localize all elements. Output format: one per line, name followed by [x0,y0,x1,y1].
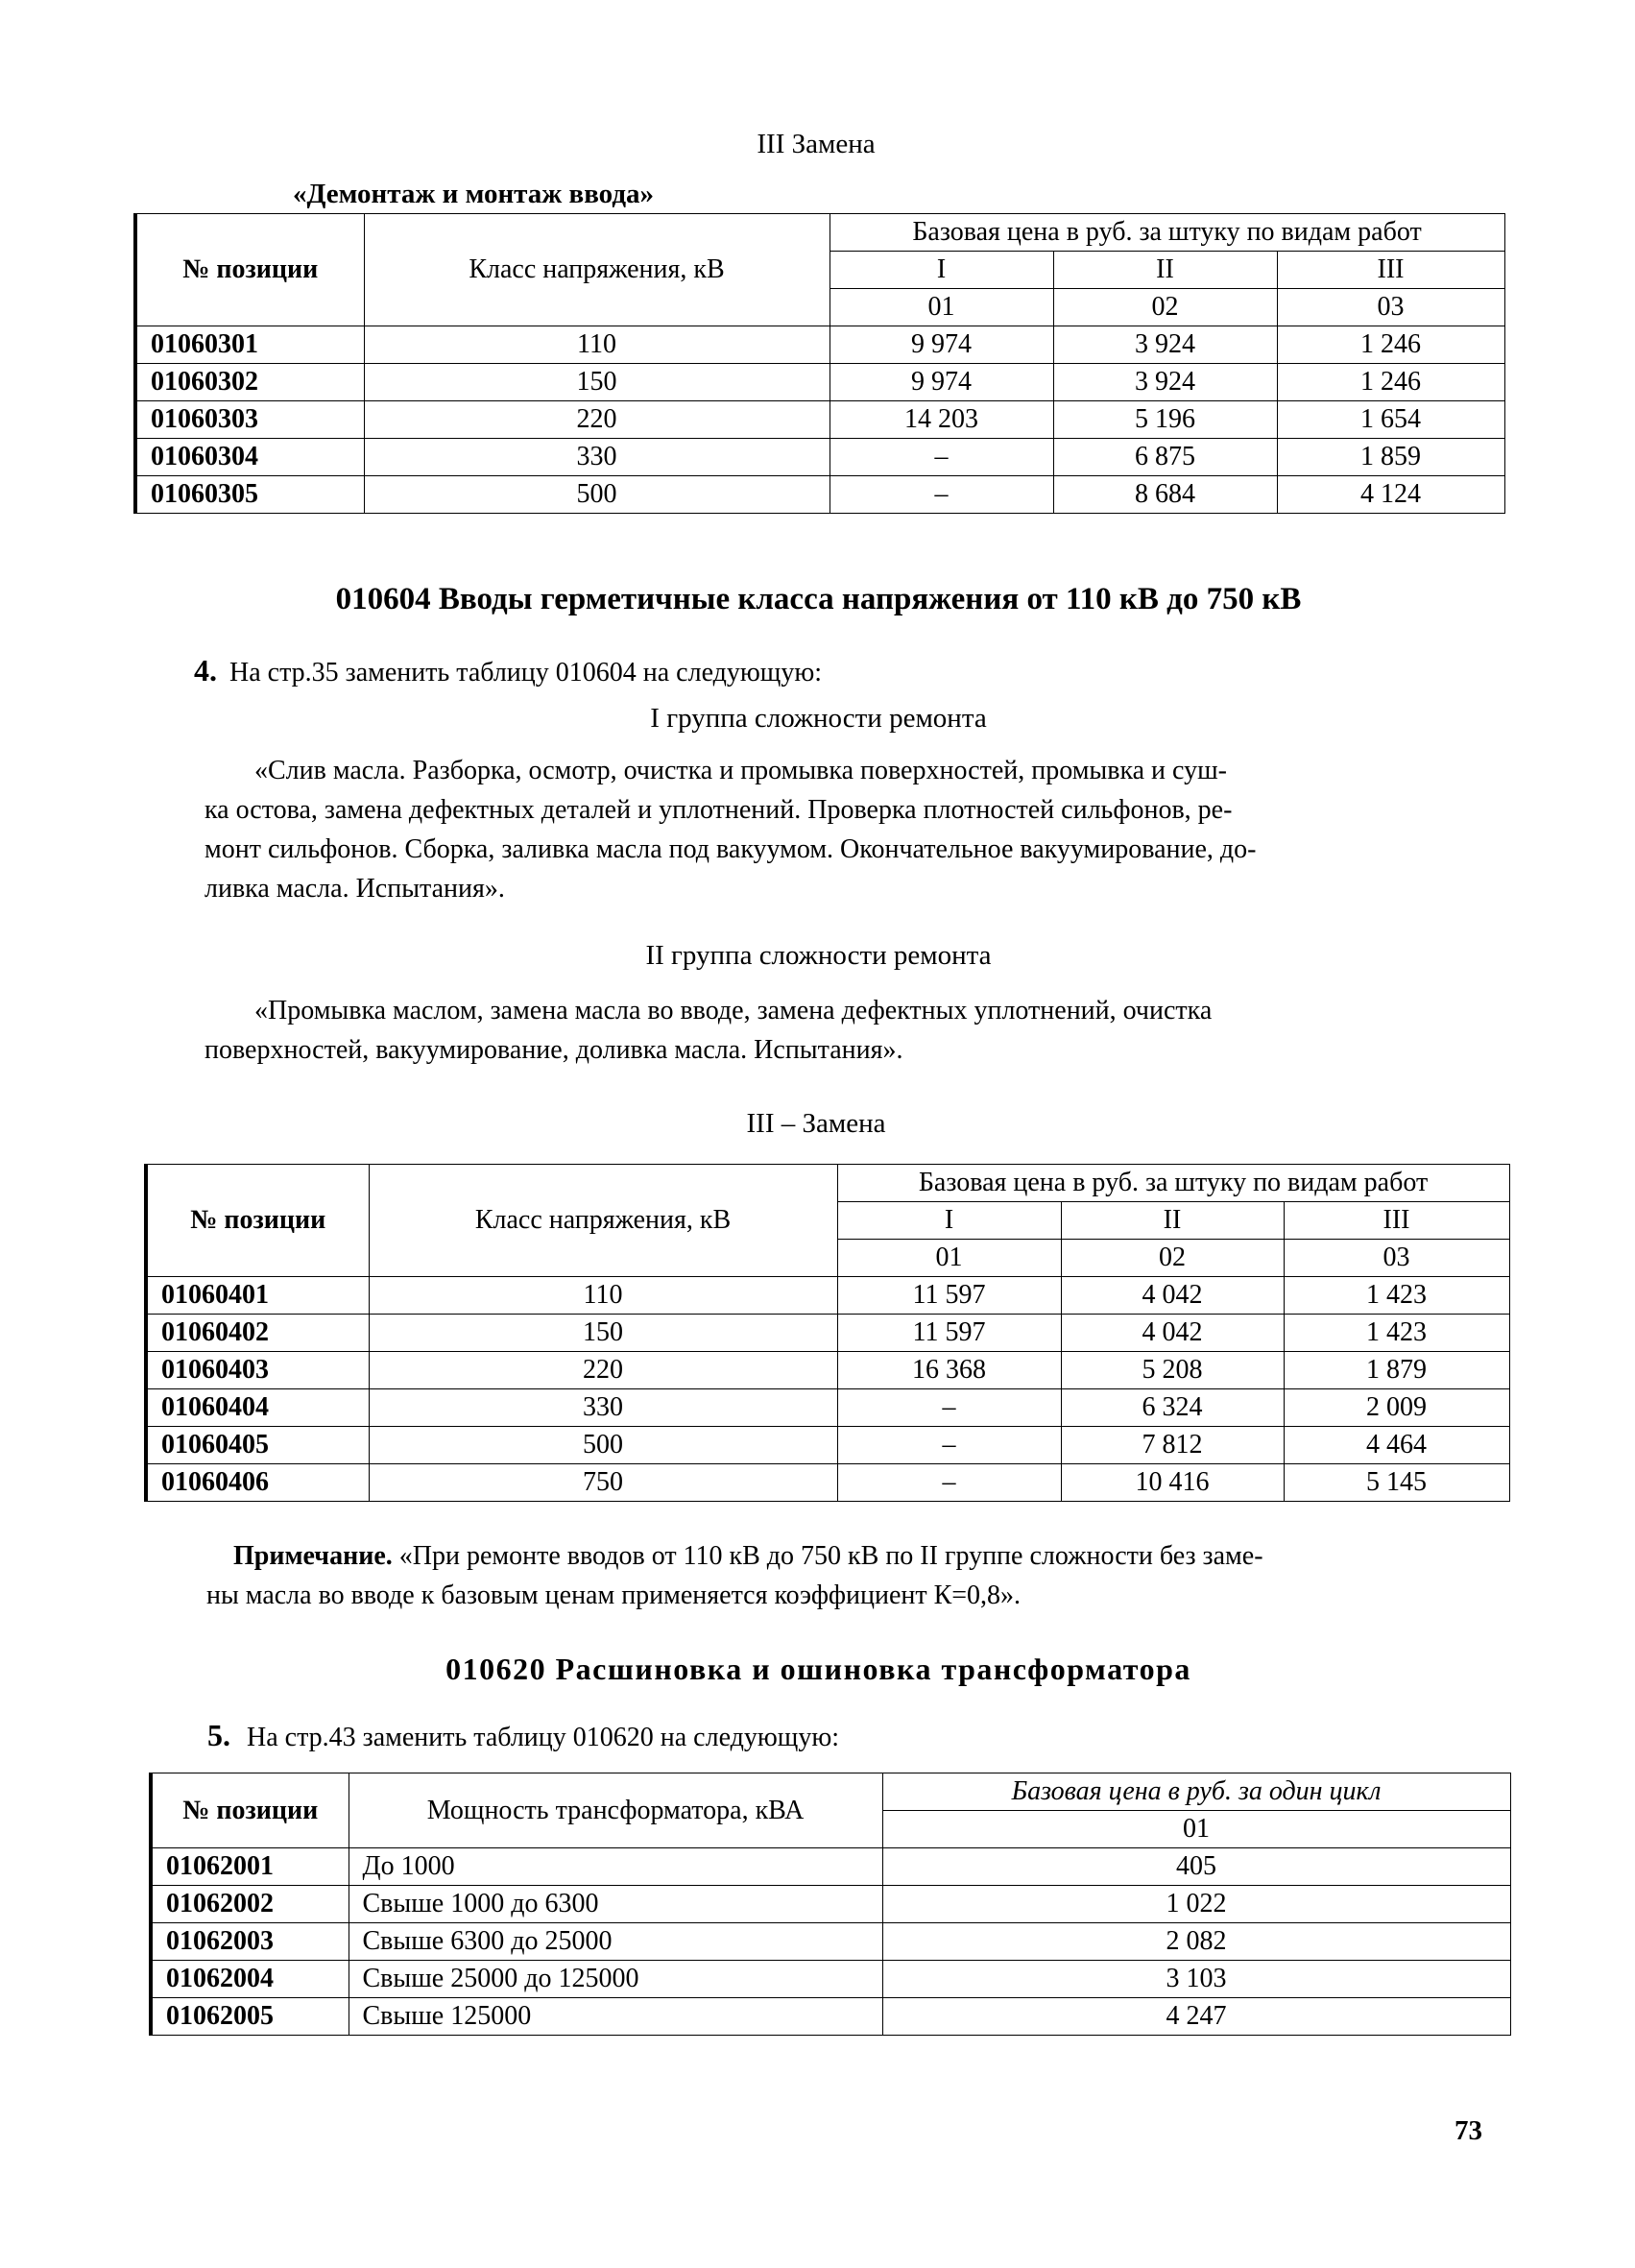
table-row [151,1961,1510,1998]
section2-step [194,651,822,692]
table-row [151,1848,1510,1886]
cell-group-i: 9 974 [830,364,1053,401]
header-position: № позиции [146,1165,369,1277]
section1-caption: III Замена [757,129,876,159]
cell-position: 01060302 [135,364,364,401]
header-group-i: I [837,1202,1061,1240]
cell-group-i: 9 974 [830,326,1053,364]
header-code-03: 03 [1284,1240,1509,1277]
cell-group-ii: 6 875 [1053,439,1277,476]
group2-heading: II группа сложности ремонта [645,940,992,971]
section2-title: 010604 Вводы герметичные класса напряжения от 110 кВ до 750 кВ [335,582,1302,616]
cell-voltage: 500 [369,1427,837,1464]
step-text: На стр.43 заменить таблицу 010620 на следующую: [247,1723,840,1752]
header-code-03: 03 [1277,289,1504,326]
header-base-price: Базовая цена в руб. за один цикл [882,1773,1510,1811]
cell-group-i: 16 368 [837,1352,1061,1389]
header-position: № позиции [135,214,364,326]
table-row [146,1464,1509,1502]
cell-position: 01062003 [151,1923,349,1961]
cell-position: 01062002 [151,1886,349,1923]
table-row [135,364,1504,401]
cell-voltage: 110 [364,326,830,364]
step-text: На стр.35 заменить таблицу 010604 на следующую: [229,658,823,688]
cell-voltage: 110 [369,1277,837,1315]
cell-group-i: 11 597 [837,1315,1061,1352]
cell-position: 01060301 [135,326,364,364]
cell-group-iii: 5 145 [1284,1464,1509,1502]
header-code-01: 01 [830,289,1053,326]
table-row [135,401,1504,439]
cell-voltage: 750 [369,1464,837,1502]
cell-group-i: – [830,476,1053,514]
step-number: 5. [207,1718,230,1752]
cell-group-iii: 4 464 [1284,1427,1509,1464]
cell-group-ii: 3 924 [1053,364,1277,401]
cell-group-iii: 1 423 [1284,1315,1509,1352]
header-voltage-class: Класс напряжения, кВ [369,1165,837,1277]
cell-group-ii: 4 042 [1061,1315,1284,1352]
cell-group-iii: 1 879 [1284,1352,1509,1389]
cell-voltage: 150 [364,364,830,401]
paragraph-line: ливка масла. Испытания». [204,874,505,904]
cell-group-i: – [837,1464,1061,1502]
table-row [135,326,1504,364]
note-text-line1: «При ремонте вводов от 110 кВ до 750 кВ по II группе сложности без заме- [398,1541,1263,1571]
group1-heading: I группа сложности ремонта [650,703,987,734]
table-row [151,1923,1510,1961]
cell-position: 01062001 [151,1848,349,1886]
cell-group-ii: 6 324 [1061,1389,1284,1427]
note-label: Примечание. [233,1541,393,1571]
table-010603 [133,213,1505,514]
paragraph-line: монт сильфонов. Сборка, заливка масла под вакуумом. Окончательное вакуумирование, до- [204,834,1257,864]
cell-group-iii: 4 124 [1277,476,1504,514]
cell-voltage: 330 [369,1389,837,1427]
cell-position: 01060403 [146,1352,369,1389]
section3-step [207,1716,839,1757]
section2-caption: III – Замена [746,1108,886,1139]
section3-title: 010620 Расшиновка и ошиновка трансформатора [445,1652,1191,1686]
table-row [151,1886,1510,1923]
table-010620 [149,1773,1511,2036]
cell-group-i: 11 597 [837,1277,1061,1315]
header-group-i: I [830,252,1053,289]
cell-group-iii: 1 246 [1277,364,1504,401]
cell-group-iii: 2 009 [1284,1389,1509,1427]
cell-position: 01062005 [151,1998,349,2036]
header-voltage-class: Класс напряжения, кВ [364,214,830,326]
section1-table-title: «Демонтаж и монтаж ввода» [293,179,655,209]
cell-power: Свыше 1000 до 6300 [349,1886,882,1923]
cell-voltage: 220 [364,401,830,439]
header-base-price: Базовая цена в руб. за штуку по видам работ [837,1165,1509,1202]
cell-voltage: 220 [369,1352,837,1389]
paragraph-line: поверхностей, вакуумирование, доливка масла. Испытания». [204,1035,903,1065]
header-position: № позиции [151,1773,349,1848]
cell-power: Свыше 25000 до 125000 [349,1961,882,1998]
header-group-ii: II [1053,252,1277,289]
cell-voltage: 330 [364,439,830,476]
cell-price: 405 [882,1848,1510,1886]
cell-price: 3 103 [882,1961,1510,1998]
cell-position: 01060406 [146,1464,369,1502]
cell-position: 01060305 [135,476,364,514]
table-row [135,476,1504,514]
cell-price: 1 022 [882,1886,1510,1923]
paragraph-line: «Слив масла. Разборка, осмотр, очистка и промывка поверхностей, промывка и суш- [254,756,1227,785]
cell-group-i: 14 203 [830,401,1053,439]
table-row [151,1998,1510,2036]
table-row [146,1389,1509,1427]
cell-voltage: 500 [364,476,830,514]
table-010604 [144,1164,1510,1502]
group1-paragraph [204,751,1491,908]
note-text-line2: ны масла во вводе к базовым ценам применяется коэффициент К=0,8». [206,1580,1022,1610]
header-base-price: Базовая цена в руб. за штуку по видам работ [830,214,1504,252]
cell-voltage: 150 [369,1315,837,1352]
cell-group-iii: 1 654 [1277,401,1504,439]
cell-group-i: – [837,1389,1061,1427]
cell-position: 01062004 [151,1961,349,1998]
cell-power: Свыше 125000 [349,1998,882,2036]
page-number: 73 [1455,2115,1482,2146]
cell-group-ii: 8 684 [1053,476,1277,514]
header-code-02: 02 [1061,1240,1284,1277]
cell-position: 01060404 [146,1389,369,1427]
header-group-ii: II [1061,1202,1284,1240]
group2-paragraph [204,991,1491,1070]
header-code-01: 01 [882,1811,1510,1848]
header-code-02: 02 [1053,289,1277,326]
table-row [146,1277,1509,1315]
cell-group-iii: 1 859 [1277,439,1504,476]
table-row [146,1427,1509,1464]
table-row [146,1315,1509,1352]
cell-group-ii: 4 042 [1061,1277,1284,1315]
cell-position: 01060401 [146,1277,369,1315]
cell-position: 01060405 [146,1427,369,1464]
cell-power: До 1000 [349,1848,882,1886]
cell-price: 2 082 [882,1923,1510,1961]
header-group-iii: III [1277,252,1504,289]
header-power: Мощность трансформатора, кВА [349,1773,882,1848]
cell-group-ii: 5 208 [1061,1352,1284,1389]
cell-price: 4 247 [882,1998,1510,2036]
cell-group-ii: 10 416 [1061,1464,1284,1502]
table-row [146,1352,1509,1389]
cell-group-ii: 7 812 [1061,1427,1284,1464]
paragraph-line: «Промывка маслом, замена масла во вводе, замена дефектных уплотнений, очистка [254,996,1213,1025]
header-code-01: 01 [837,1240,1061,1277]
cell-group-iii: 1 246 [1277,326,1504,364]
cell-position: 01060304 [135,439,364,476]
cell-group-iii: 1 423 [1284,1277,1509,1315]
cell-power: Свыше 6300 до 25000 [349,1923,882,1961]
cell-position: 01060402 [146,1315,369,1352]
paragraph-line: ка остова, замена дефектных деталей и уплотнений. Проверка плотностей сильфонов, ре- [204,795,1233,825]
table-row [135,439,1504,476]
cell-group-i: – [837,1427,1061,1464]
cell-group-ii: 5 196 [1053,401,1277,439]
note [154,1536,1498,1615]
step-number: 4. [194,653,217,688]
cell-group-ii: 3 924 [1053,326,1277,364]
cell-group-i: – [830,439,1053,476]
header-group-iii: III [1284,1202,1509,1240]
cell-position: 01060303 [135,401,364,439]
